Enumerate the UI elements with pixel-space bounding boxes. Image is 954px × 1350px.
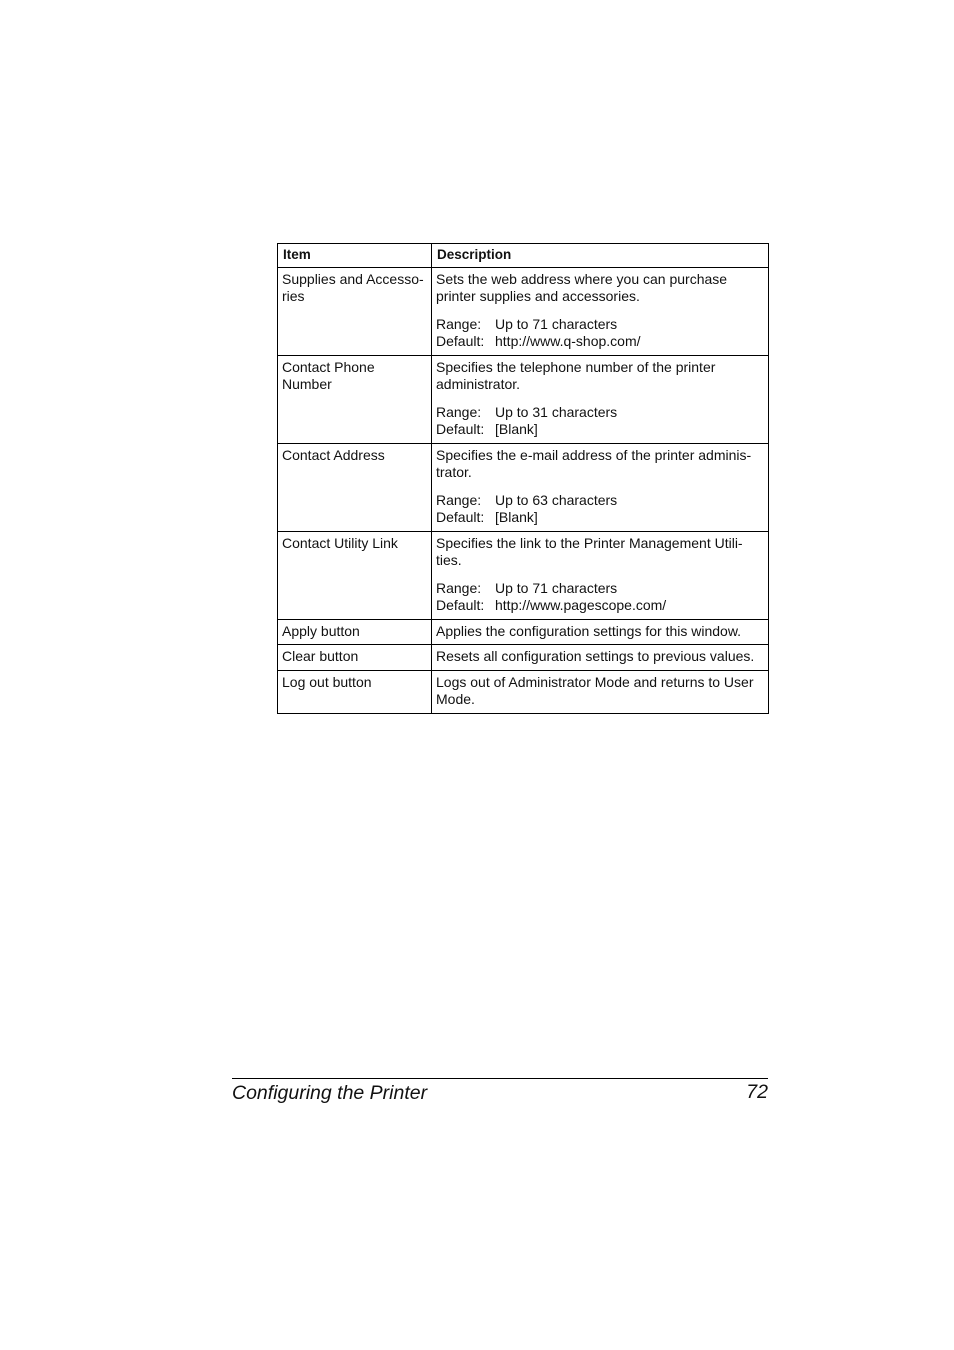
range-label: Range: [436, 315, 482, 332]
table-row [278, 267, 769, 355]
settings-table [277, 243, 769, 714]
item-name: Supplies and Accesso-ries [282, 270, 424, 304]
footer-divider [232, 1078, 768, 1079]
table-row [278, 443, 769, 531]
table-row [278, 645, 769, 671]
description-column-header: Description [432, 244, 769, 268]
range-label: Range: [436, 491, 482, 508]
default-value: http://www.pagescope.com/ [495, 597, 667, 613]
default-label: Default: [436, 421, 485, 437]
default-value: [Blank] [495, 421, 538, 437]
item-cell [278, 670, 432, 713]
default-value: [Blank] [495, 509, 538, 525]
range-label: Range: [436, 403, 482, 420]
default-label: Default: [436, 509, 485, 525]
description-cell [432, 443, 769, 531]
item-name: Contact Address [282, 446, 385, 463]
range-value: Up to 31 characters [495, 403, 618, 420]
item-name: Contact Phone Number [282, 358, 375, 392]
item-cell [278, 443, 432, 531]
range-value: Up to 71 characters [495, 579, 618, 596]
item-cell [278, 267, 432, 355]
table-row [278, 355, 769, 443]
description-text: Specifies the link to the Printer Management Utili-ties. [436, 534, 743, 568]
item-cell [278, 619, 432, 645]
item-column-header: Item [278, 244, 432, 268]
table-row [278, 531, 769, 619]
description-cell [432, 619, 769, 645]
item-cell [278, 355, 432, 443]
table-header-row [278, 244, 769, 268]
footer-chapter-title: Configuring the Printer [232, 1082, 428, 1104]
description-text: Specifies the telephone number of the printer administrator. [436, 358, 716, 392]
default-value: http://www.q-shop.com/ [495, 333, 641, 349]
description-cell [432, 531, 769, 619]
range-value: Up to 71 characters [495, 315, 618, 332]
item-name: Log out button [282, 673, 372, 690]
description-text: Sets the web address where you can purchase printer supplies and accessories. [436, 270, 728, 304]
table-row [278, 619, 769, 645]
description-text: Specifies the e-mail address of the printer adminis-trator. [436, 446, 752, 480]
description-cell [432, 645, 769, 671]
item-cell [278, 531, 432, 619]
range-label: Range: [436, 579, 482, 596]
description-text: Logs out of Administrator Mode and returns to User Mode. [436, 673, 754, 707]
description-cell [432, 267, 769, 355]
item-name: Clear button [282, 648, 359, 664]
table-row [278, 670, 769, 713]
description-text: Applies the configuration settings for this window. [436, 622, 742, 639]
default-label: Default: [436, 333, 485, 349]
item-name: Apply button [282, 622, 360, 639]
item-cell [278, 645, 432, 671]
item-name: Contact Utility Link [282, 534, 398, 551]
range-value: Up to 63 characters [495, 491, 618, 508]
description-cell [432, 355, 769, 443]
description-text: Resets all configuration settings to previous values. [436, 648, 755, 664]
page-number: 72 [746, 1081, 768, 1103]
default-label: Default: [436, 597, 485, 613]
description-cell [432, 670, 769, 713]
